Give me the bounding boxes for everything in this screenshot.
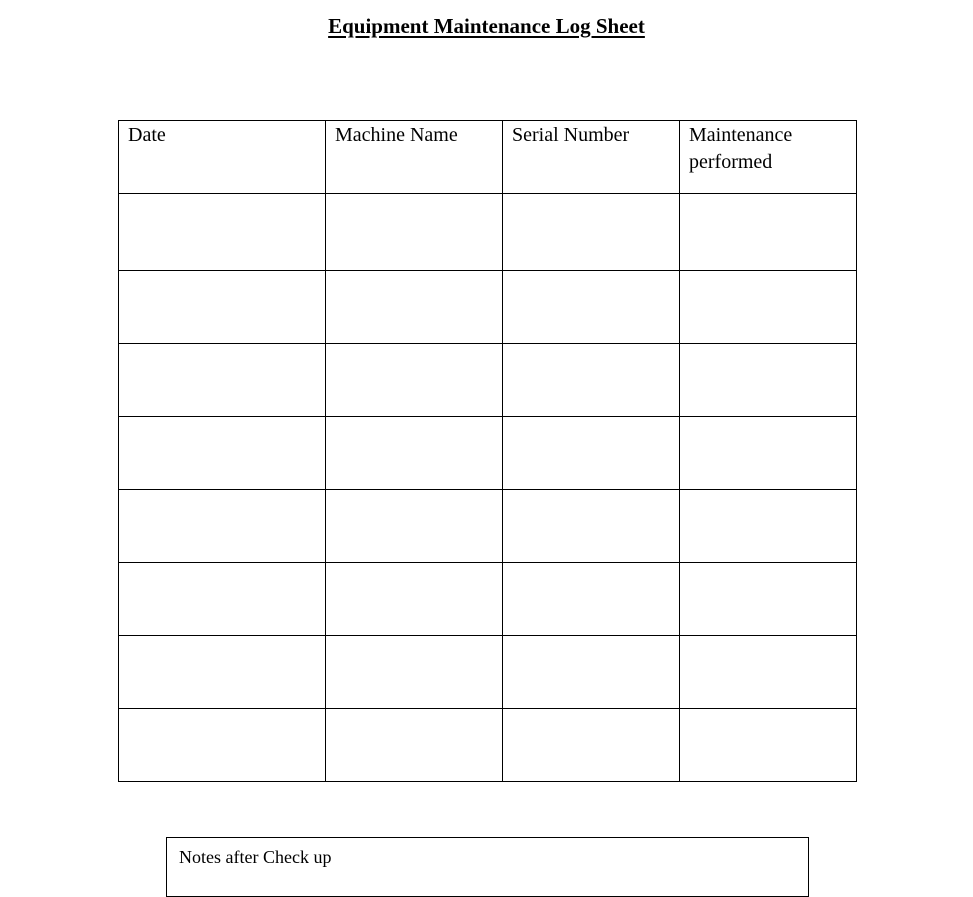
table-row — [119, 194, 857, 271]
serial-number-cell[interactable] — [503, 709, 680, 782]
serial-number-cell[interactable] — [503, 490, 680, 563]
table-row — [119, 709, 857, 782]
machine-name-cell[interactable] — [326, 490, 503, 563]
date-cell[interactable] — [119, 636, 326, 709]
table-header-row — [119, 121, 857, 194]
maintenance-performed-cell[interactable] — [680, 344, 857, 417]
date-cell[interactable] — [119, 417, 326, 490]
table-row — [119, 636, 857, 709]
date-cell[interactable] — [119, 709, 326, 782]
machine-name-cell[interactable] — [326, 344, 503, 417]
date-cell[interactable] — [119, 194, 326, 271]
notes-box[interactable] — [166, 837, 809, 897]
table-row — [119, 344, 857, 417]
column-header-serial-number: Serial Number — [503, 121, 680, 194]
maintenance-performed-cell[interactable] — [680, 194, 857, 271]
notes-label: Notes after Check up — [179, 847, 332, 867]
maintenance-performed-cell[interactable] — [680, 271, 857, 344]
date-cell[interactable] — [119, 344, 326, 417]
serial-number-cell[interactable] — [503, 563, 680, 636]
date-cell[interactable] — [119, 490, 326, 563]
table-row — [119, 271, 857, 344]
maintenance-log-table — [118, 120, 857, 782]
table-row — [119, 417, 857, 490]
maintenance-performed-cell[interactable] — [680, 636, 857, 709]
machine-name-cell[interactable] — [326, 194, 503, 271]
date-cell[interactable] — [119, 563, 326, 636]
serial-number-cell[interactable] — [503, 636, 680, 709]
machine-name-cell[interactable] — [326, 563, 503, 636]
maintenance-performed-cell[interactable] — [680, 490, 857, 563]
maintenance-performed-cell[interactable] — [680, 417, 857, 490]
date-cell[interactable] — [119, 271, 326, 344]
table-row — [119, 563, 857, 636]
column-header-date: Date — [119, 121, 326, 194]
machine-name-cell[interactable] — [326, 636, 503, 709]
maintenance-performed-cell[interactable] — [680, 709, 857, 782]
maintenance-performed-cell[interactable] — [680, 563, 857, 636]
page-title: Equipment Maintenance Log Sheet — [328, 14, 645, 38]
table-row — [119, 490, 857, 563]
serial-number-cell[interactable] — [503, 417, 680, 490]
column-header-machine-name: Machine Name — [326, 121, 503, 194]
column-header-maintenance-performed: Maintenance performed — [680, 121, 857, 194]
machine-name-cell[interactable] — [326, 271, 503, 344]
serial-number-cell[interactable] — [503, 271, 680, 344]
machine-name-cell[interactable] — [326, 709, 503, 782]
machine-name-cell[interactable] — [326, 417, 503, 490]
serial-number-cell[interactable] — [503, 344, 680, 417]
serial-number-cell[interactable] — [503, 194, 680, 271]
